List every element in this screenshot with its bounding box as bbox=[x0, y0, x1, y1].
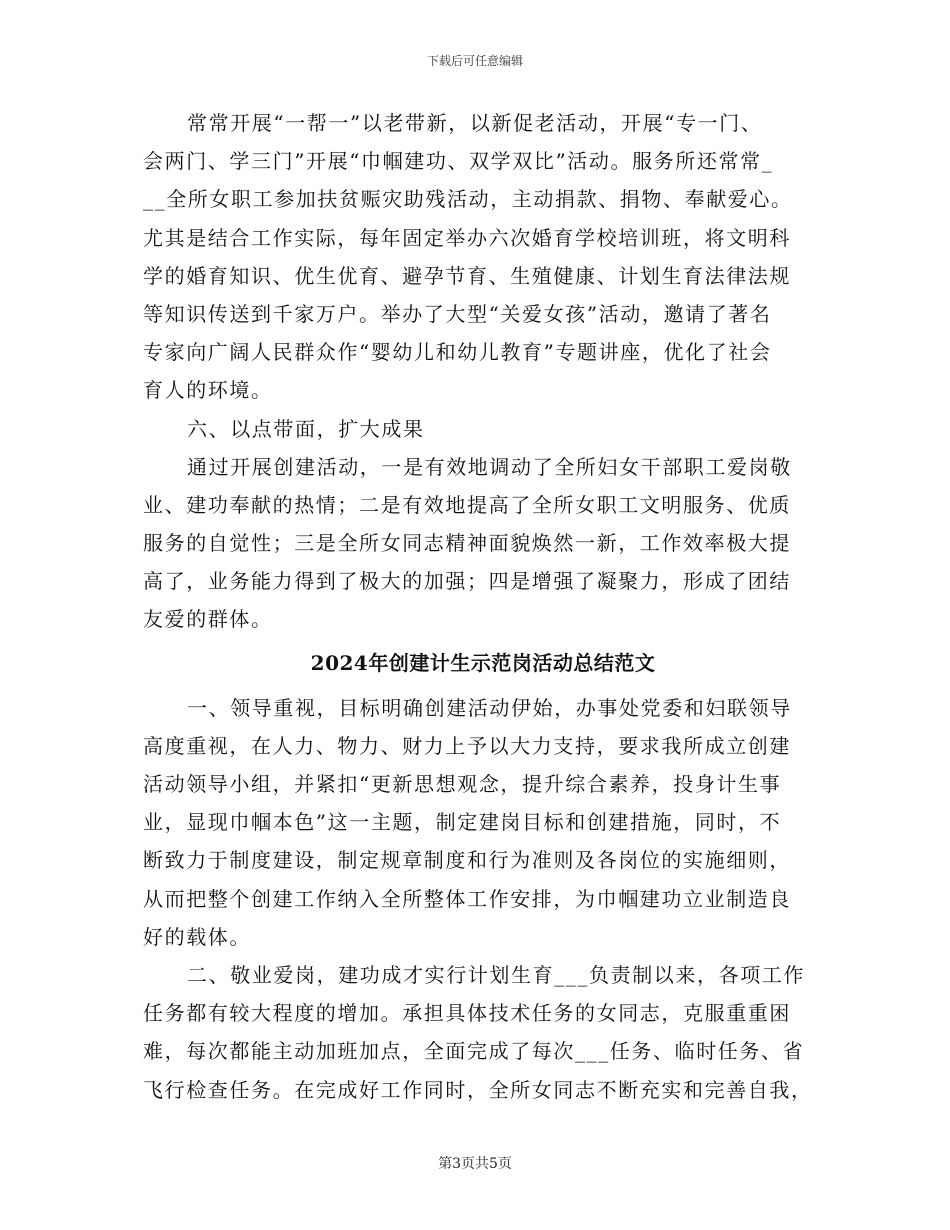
section-heading: 六、以点带面，扩大成果 bbox=[187, 416, 425, 441]
paragraph-line: __全所女职工参加扶贫赈灾助残活动，主动捐款、捐物、奉献爱心。 bbox=[143, 187, 793, 212]
paragraph-line: 一、领导重视，目标明确创建活动伊始，办事处党委和妇联领导 bbox=[187, 695, 792, 720]
paragraph-line: 活动领导小组，并紧扣“更新思想观念，提升综合素养，投身计生事 bbox=[143, 772, 782, 796]
paragraph-line: 育人的环境。 bbox=[143, 378, 273, 403]
paragraph-line: 难，每次都能主动加班加点，全面完成了每次___任务、临时任务、省 bbox=[143, 1039, 805, 1064]
paragraph-line: 业、建功奉献的热情；二是有效地提高了全所女职工文明服务、优质 bbox=[143, 492, 791, 517]
paragraph-line: 二、敬业爱岗，建功成才实行计划生育___负责制以来，各项工作 bbox=[187, 962, 805, 987]
paragraph-line: 高度重视，在人力、物力、财力上予以大力支持，要求我所成立创建 bbox=[143, 733, 791, 758]
paragraph-line: 专家向广阔人民群众作“婴幼儿和幼儿教育”专题讲座，优化了社会 bbox=[143, 340, 772, 365]
paragraph-line: 友爱的群体。 bbox=[143, 607, 273, 632]
paragraph-line: 学的婚育知识、优生优育、避孕节育、生殖健康、计划生育法律法规 bbox=[143, 263, 791, 288]
paragraph-line: 好的载体。 bbox=[143, 924, 251, 949]
paragraph-line: 尤其是结合工作实际，每年固定举办六次婚育学校培训班，将文明科 bbox=[143, 225, 791, 250]
paragraph-line: 等知识传送到千家万户。举办了大型“关爱女孩”活动，邀请了著名 bbox=[143, 301, 772, 326]
paragraph-line: 通过开展创建活动，一是有效地调动了全所妇女干部职工爱岗敬 bbox=[187, 454, 792, 479]
paragraph-line: 常常开展“一帮一”以老带新，以新促老活动，开展“专一门、 bbox=[187, 111, 763, 135]
document-title: 2024年创建计生示范岗活动总结范文 bbox=[310, 650, 656, 675]
paragraph-line: 从而把整个创建工作纳入全所整体工作安排，为巾帼建功立业制造良 bbox=[143, 886, 791, 911]
paragraph-line: 飞行检查任务。在完成好工作同时，全所女同志不断充实和完善自我， bbox=[143, 1077, 813, 1102]
page-header-note: 下载后可任意编辑 bbox=[426, 54, 523, 68]
document-body bbox=[143, 104, 823, 1109]
paragraph-line: 断致力于制度建设，制定规章制度和行为准则及各岗位的实施细则， bbox=[143, 848, 791, 873]
paragraph-line: 高了，业务能力得到了极大的加强；四是增强了凝聚力，形成了团结 bbox=[143, 569, 791, 594]
paragraph-line: 会两门、学三门”开展“巾帼建功、双学双比”活动。服务所还常常_ bbox=[143, 149, 774, 174]
paragraph-line: 业，显现巾帼本色”这一主题，制定建岗目标和创建措施，同时，不 bbox=[143, 810, 782, 835]
paragraph-line: 服务的自觉性；三是全所女同志精神面貌焕然一新，工作效率极大提 bbox=[143, 531, 791, 556]
paragraph-line: 任务都有较大程度的增加。承担具体技术任务的女同志，克服重重困 bbox=[143, 1001, 791, 1026]
page-footer-number: 第3页共5页 bbox=[438, 1156, 512, 1172]
